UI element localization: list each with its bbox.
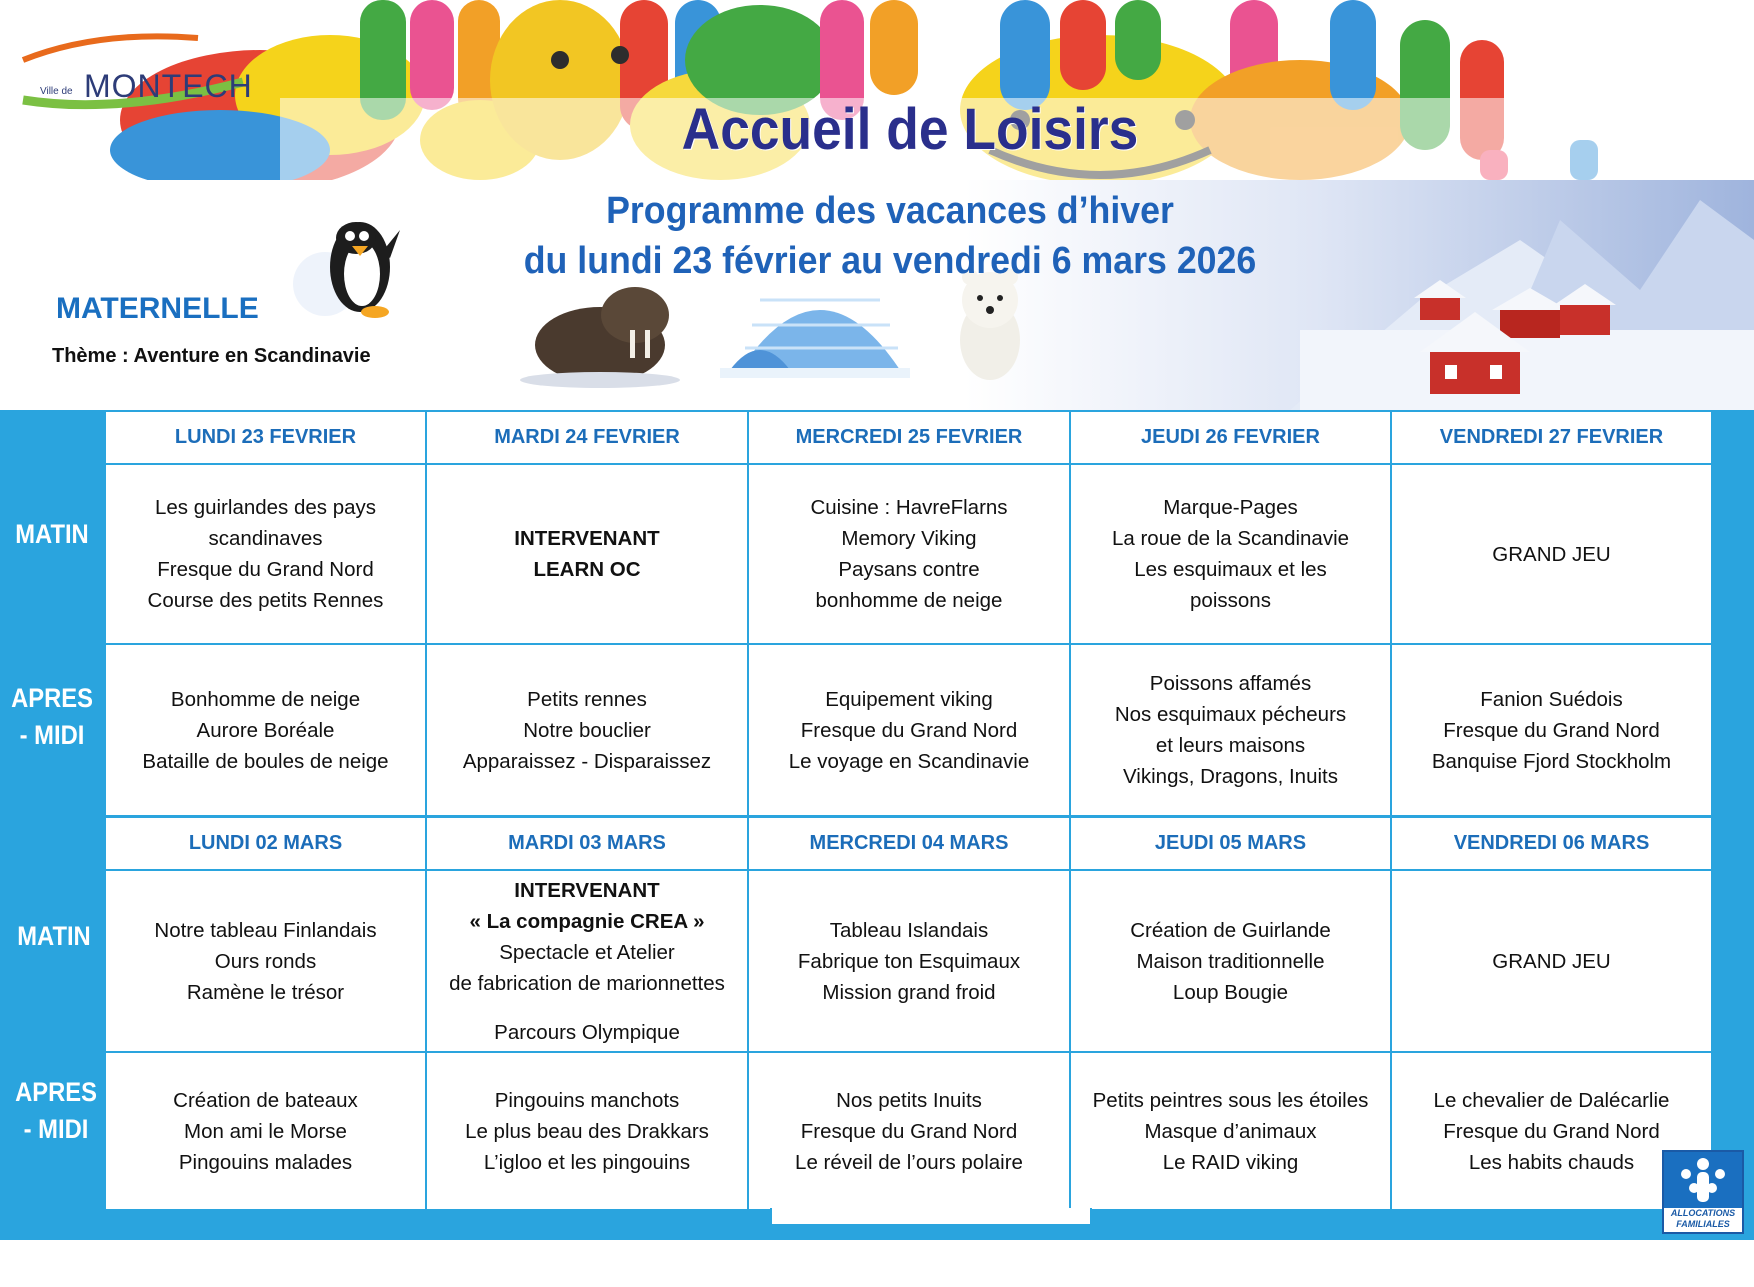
activity-line: Poissons affamés: [1149, 672, 1312, 695]
row-label-morning: MATIN: [15, 519, 89, 549]
morning-activities-cell: [427, 871, 747, 1051]
logo-name: MONTECH: [84, 68, 253, 104]
day-header: VENDREDI 06 MARS: [1392, 818, 1711, 869]
afternoon-activities-cell: [1392, 645, 1711, 815]
activity-line: Masque d’animaux: [1144, 1119, 1317, 1143]
morning-activities-cell: [1392, 871, 1711, 1051]
activity-line: Les habits chauds: [1468, 1150, 1635, 1174]
activity-line: GRAND JEU: [1492, 542, 1611, 566]
caf-text: ALLOCATIONS FAMILIALES: [1670, 1208, 1736, 1229]
activity-line: Marque-Pages: [1163, 496, 1298, 519]
morning-activities-cell: [1392, 465, 1711, 643]
page-header: [0, 0, 1754, 410]
afternoon-activities-cell: [106, 1053, 425, 1209]
activity-line: Maison traditionnelle: [1136, 949, 1325, 973]
morning-activities-cell: [106, 871, 425, 1051]
day-header: MERCREDI 04 MARS: [749, 818, 1069, 869]
day-header: MARDI 03 MARS: [427, 818, 747, 869]
day-header: JEUDI 26 FEVRIER: [1071, 412, 1390, 463]
morning-activities-cell: [1071, 871, 1390, 1051]
activity-line: « La compagnie CREA »: [469, 909, 705, 933]
day-header: LUNDI 23 FEVRIER: [106, 412, 425, 463]
activity-line: Fresque du Grand Nord: [800, 1119, 1018, 1143]
activity-line: Les esquimaux et les: [1134, 558, 1327, 581]
morning-activities-cell: [106, 465, 425, 643]
activity-line: poissons: [1190, 589, 1271, 612]
program-dates: du lundi 23 février au vendredi 6 mars 2026: [523, 240, 1257, 282]
activity-line: Le chevalier de Dalécarlie: [1433, 1088, 1670, 1112]
activity-line: Le RAID viking: [1162, 1150, 1299, 1174]
day-header: VENDREDI 27 FEVRIER: [1392, 412, 1711, 463]
activity-line: L’igloo et les pingouins: [483, 1150, 691, 1174]
program-title: Programme des vacances d’hiver: [606, 190, 1174, 232]
activity-line: LEARN OC: [533, 558, 641, 581]
activity-line: Petits peintres sous les étoiles: [1092, 1088, 1369, 1112]
activity-line: et leurs maisons: [1155, 734, 1306, 757]
penguin-illustration: [290, 212, 410, 322]
activity-line: Ramène le trésor: [186, 980, 345, 1004]
page-title: Accueil de Loisirs: [681, 97, 1139, 162]
activity-line: Pingouins manchots: [494, 1088, 680, 1112]
morning-activities-cell: [749, 465, 1069, 643]
section-label: MATERNELLE: [56, 292, 259, 325]
caf-people-icon: [1664, 1152, 1742, 1208]
morning-activities-cell: [749, 871, 1069, 1051]
day-header: MERCREDI 25 FEVRIER: [749, 412, 1069, 463]
activity-line: Mission grand froid: [822, 980, 996, 1004]
activity-line: Pingouins malades: [178, 1150, 353, 1174]
activity-line: Fresque du Grand Nord: [1443, 1119, 1660, 1143]
activity-line: Création de Guirlande: [1130, 918, 1331, 942]
activity-line: Paysans contre: [838, 558, 980, 581]
activity-line: Notre tableau Finlandais: [154, 918, 377, 942]
activity-line: Loup Bougie: [1172, 980, 1289, 1004]
row-label-afternoon: APRES - MIDI: [11, 683, 93, 750]
activity-line: Le réveil de l’ours polaire: [795, 1150, 1023, 1174]
day-header: MARDI 24 FEVRIER: [427, 412, 747, 463]
logo-prefix: Ville de: [40, 86, 73, 97]
activity-line: bonhomme de neige: [815, 589, 1003, 612]
activity-line: Banquise Fjord Stockholm: [1431, 749, 1672, 773]
activity-line: Fresque du Grand Nord: [157, 558, 374, 581]
morning-activities-cell: [427, 465, 747, 643]
activity-line: Course des petits Rennes: [147, 589, 384, 612]
afternoon-activities-cell: [427, 645, 747, 815]
activity-line: Fresque du Grand Nord: [1443, 718, 1660, 742]
activity-line: Fresque du Grand Nord: [800, 718, 1018, 742]
table-stub: [770, 1208, 1092, 1226]
caf-logo: [1662, 1150, 1744, 1234]
activity-line: GRAND JEU: [1492, 949, 1611, 973]
theme-label: Thème : Aventure en Scandinavie: [52, 345, 371, 367]
row-label-morning-week2: MATIN: [17, 921, 91, 951]
afternoon-activities-cell: [427, 1053, 747, 1209]
day-header: LUNDI 02 MARS: [106, 818, 425, 869]
activity-line: Cuisine : HavreFlarns: [810, 496, 1008, 519]
activity-line: Equipement viking: [825, 687, 993, 711]
activity-line: La roue de la Scandinavie: [1111, 527, 1350, 550]
row-label-afternoon-week2: APRES - MIDI: [15, 1077, 97, 1144]
montech-logo: [18, 20, 263, 110]
activity-line: Nos petits Inuits: [836, 1088, 982, 1112]
activity-line: Création de bateaux: [173, 1088, 358, 1112]
activity-line: Les guirlandes des pays: [154, 496, 377, 519]
activity-line: Aurore Boréale: [196, 718, 335, 742]
activity-line: de fabrication de marionnettes: [449, 971, 725, 995]
afternoon-activities-cell: [1071, 645, 1390, 815]
activity-line: INTERVENANT: [514, 878, 660, 902]
activity-line: Parcours Olympique: [494, 1020, 680, 1044]
afternoon-activities-cell: [749, 1053, 1069, 1209]
day-header: JEUDI 05 MARS: [1071, 818, 1390, 869]
afternoon-activities-cell: [1071, 1053, 1390, 1209]
activity-line: Nos esquimaux pécheurs: [1114, 703, 1347, 726]
activity-line: INTERVENANT: [514, 527, 660, 550]
activity-line: Memory Viking: [841, 527, 977, 550]
activity-line: Le plus beau des Drakkars: [465, 1119, 709, 1143]
activity-line: scandinaves: [208, 527, 323, 550]
activity-line: Bataille de boules de neige: [142, 749, 389, 773]
afternoon-activities-cell: [106, 645, 425, 815]
activity-line: Fabrique ton Esquimaux: [797, 949, 1021, 973]
afternoon-activities-cell: [749, 645, 1069, 815]
activity-line: Le voyage en Scandinavie: [788, 749, 1030, 773]
activity-line: Spectacle et Atelier: [499, 940, 675, 964]
activity-line: Petits rennes: [527, 687, 647, 711]
morning-activities-cell: [1071, 465, 1390, 643]
activity-line: Ours ronds: [214, 949, 317, 973]
activity-line: Vikings, Dragons, Inuits: [1123, 765, 1338, 788]
activity-line: Fanion Suédois: [1480, 687, 1623, 711]
activity-line: Apparaissez - Disparaissez: [462, 749, 712, 773]
activity-line: Bonhomme de neige: [170, 687, 361, 711]
activity-line: Mon ami le Morse: [184, 1119, 347, 1143]
activity-line: Notre bouclier: [523, 718, 651, 742]
activity-line: Tableau Islandais: [829, 918, 989, 942]
